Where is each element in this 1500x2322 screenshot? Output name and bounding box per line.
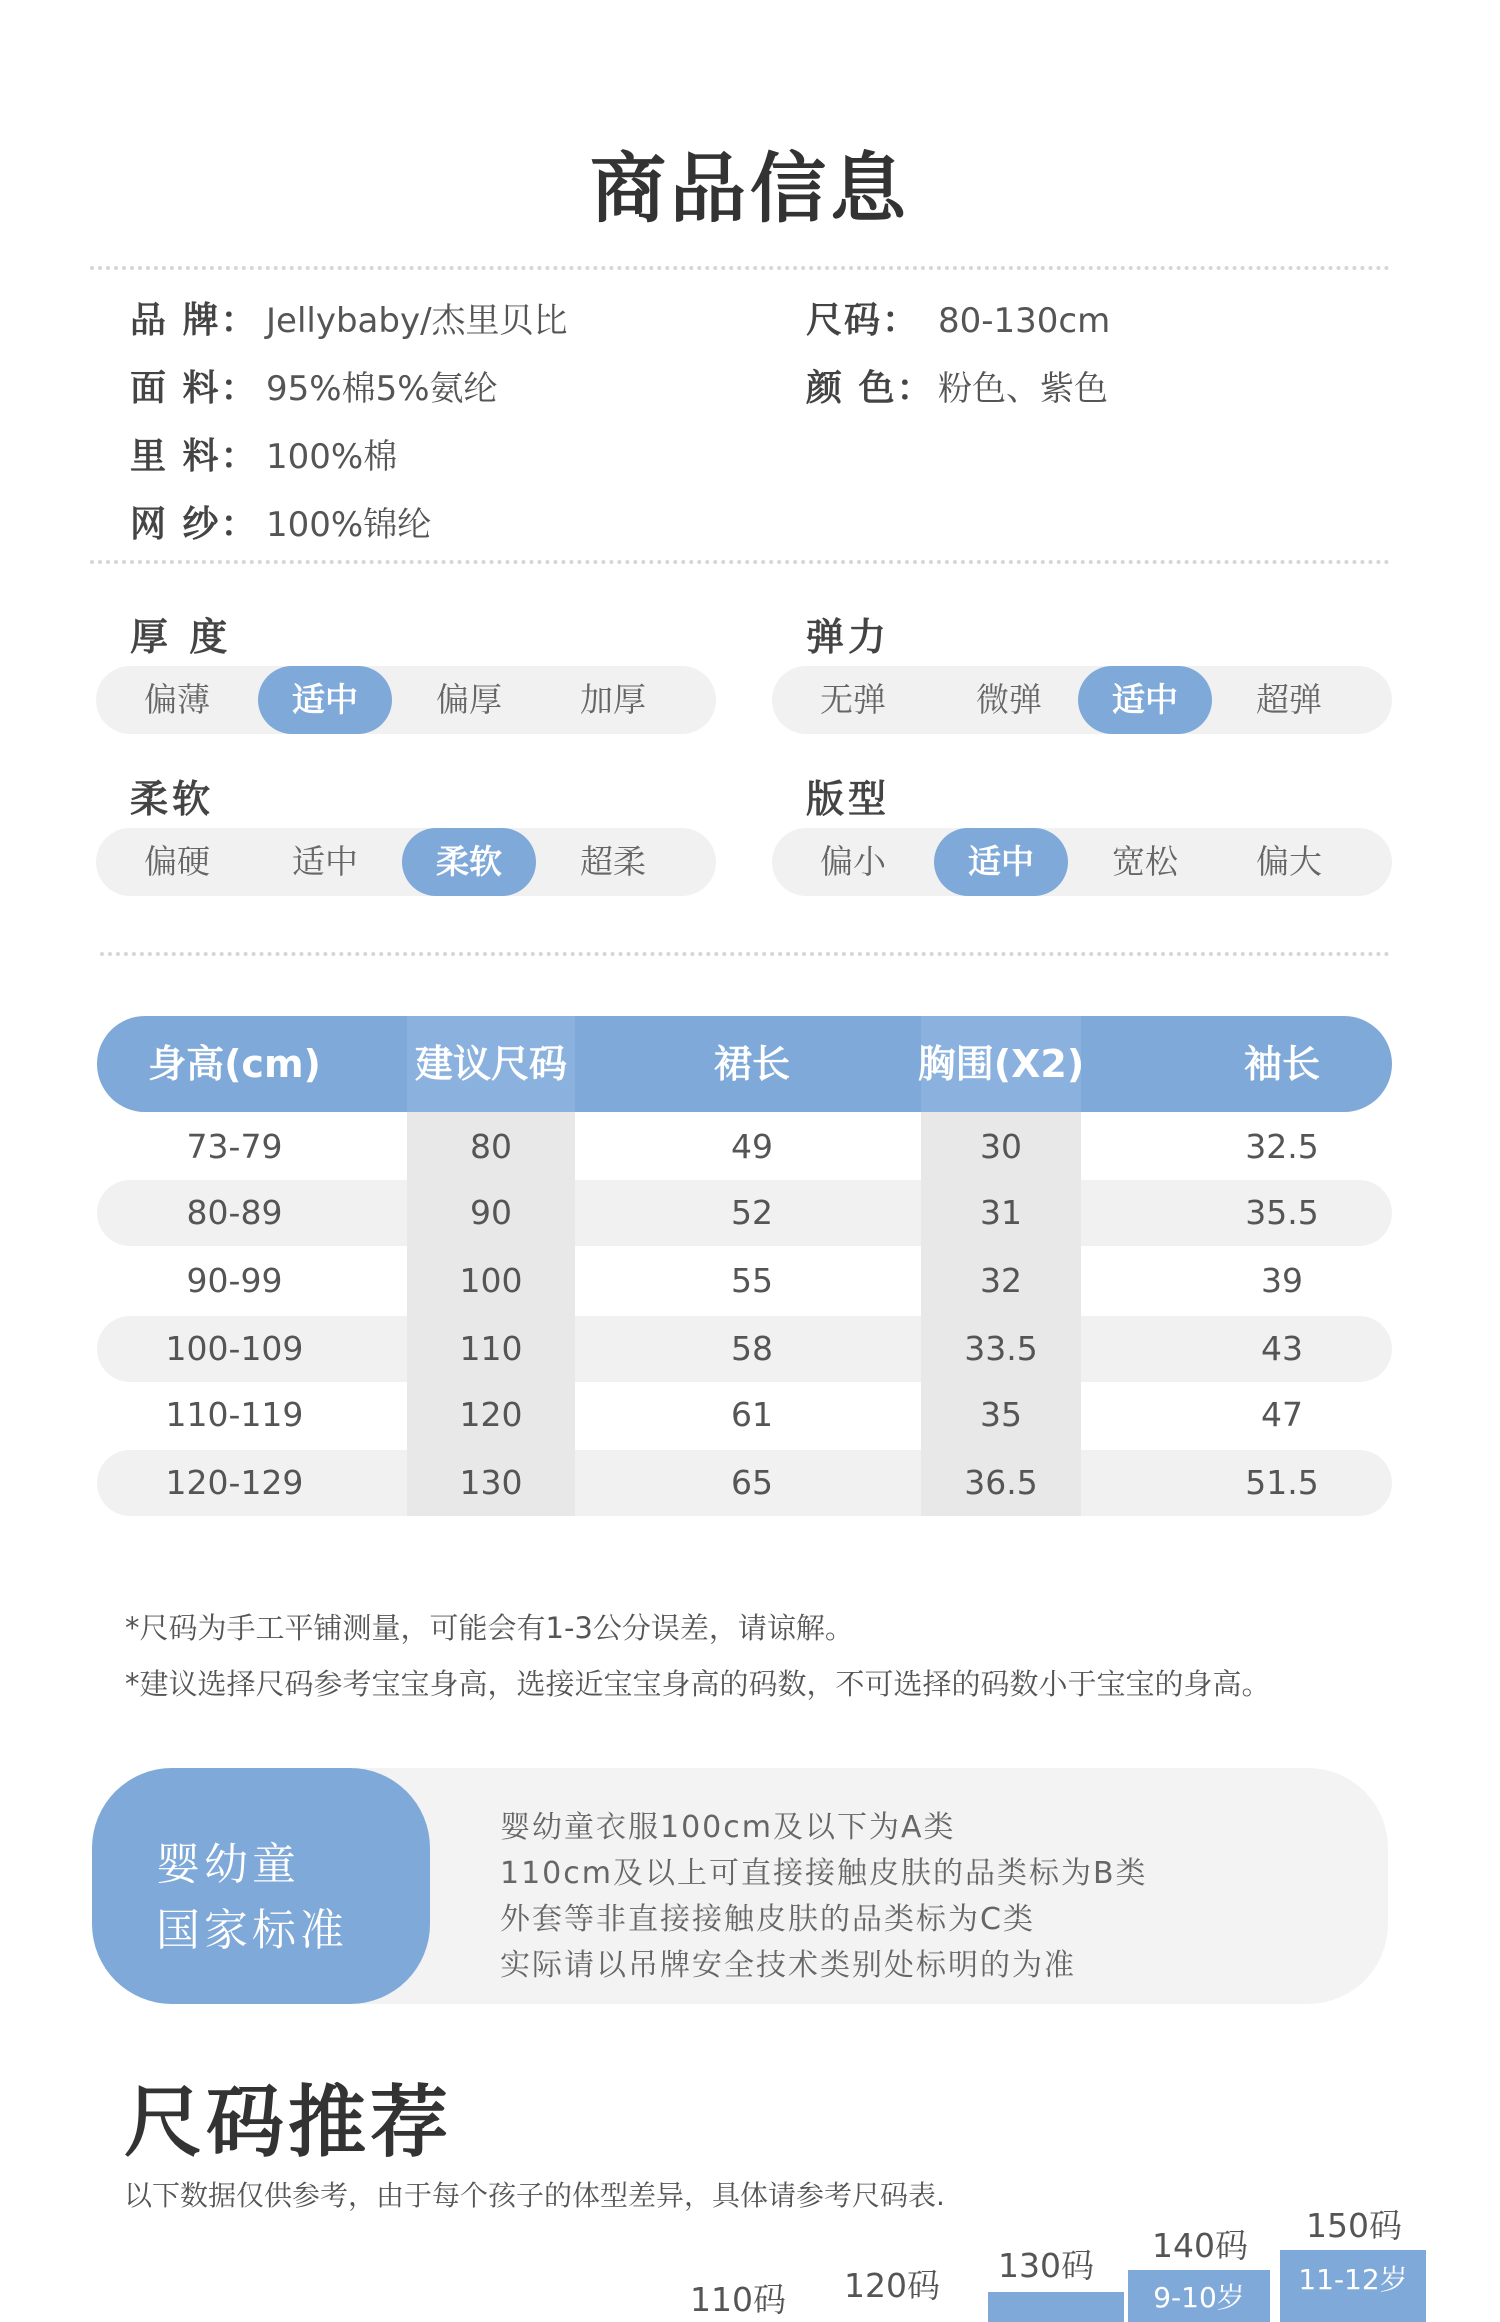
info-value: 95%棉5%氨纶	[266, 369, 498, 409]
standard-badge-line: 国家标准	[156, 1905, 348, 1956]
info-value: 粉色、紫色	[938, 369, 1108, 409]
cell: 35	[980, 1395, 1022, 1434]
info-label: 里 料：	[130, 436, 259, 477]
col-header-sleeve: 袖长	[1243, 1042, 1320, 1086]
attr-scale-elasticity	[772, 666, 1392, 734]
cell: 80	[470, 1127, 512, 1166]
note-measurement: *尺码为手工平铺测量，可能会有1-3公分误差，请谅解。	[125, 1611, 854, 1645]
info-label: 面 料：	[130, 368, 259, 409]
info-value: Jellybaby/杰里贝比	[266, 301, 568, 341]
cell: 55	[731, 1261, 773, 1300]
cell: 47	[1261, 1395, 1303, 1434]
attr-option: 偏大	[1256, 842, 1322, 881]
cell: 39	[1261, 1261, 1303, 1300]
recommend-title: 尺码推荐	[124, 2078, 453, 2168]
attr-option-selected: 适中	[258, 666, 392, 734]
cell: 30	[980, 1127, 1022, 1166]
cell: 31	[980, 1193, 1022, 1232]
attr-option-selected: 适中	[934, 828, 1068, 896]
attr-scale-softness	[96, 828, 716, 896]
cell: 32	[980, 1261, 1022, 1300]
info-label: 尺码：	[806, 300, 921, 341]
cell: 52	[731, 1193, 773, 1232]
size-label: 120码	[844, 2266, 940, 2305]
col-header-size: 建议尺码	[414, 1042, 567, 1086]
attr-option: 加厚	[580, 680, 646, 719]
page-title: 商品信息	[590, 144, 910, 233]
info-color	[806, 360, 1108, 411]
cell: 120-129	[165, 1463, 304, 1502]
standard-line: 婴幼童衣服100cm及以下为A类	[500, 1810, 956, 1845]
info-value: 80-130cm	[938, 301, 1111, 341]
info-label: 品 牌：	[130, 300, 259, 341]
attr-option-selected: 柔软	[402, 828, 536, 896]
cell: 110-119	[165, 1395, 304, 1434]
attr-scale-fit	[772, 828, 1392, 896]
attr-option: 偏厚	[436, 680, 502, 719]
size-bar	[1128, 2270, 1270, 2322]
attr-option: 宽松	[1112, 842, 1178, 881]
info-label: 网 纱：	[130, 504, 259, 545]
standard-line: 实际请以吊牌安全技术类别处标明的为准	[500, 1948, 1076, 1983]
info-value: 100%棉	[266, 437, 398, 477]
attr-option-selected: 适中	[1078, 666, 1212, 734]
standard-badge-line: 婴幼童	[156, 1839, 300, 1890]
cell: 110	[459, 1329, 523, 1368]
size-label: 110码	[690, 2280, 786, 2319]
size-table	[97, 1016, 1392, 1516]
note-size-advice: *建议选择尺码参考宝宝身高，选接近宝宝身高的码数，不可选择的码数小于宝宝的身高。	[125, 1667, 1271, 1701]
age-label: 11-12岁	[1298, 2263, 1408, 2296]
col-header-chest: 胸围(X2)	[917, 1042, 1085, 1086]
attr-option: 超柔	[580, 842, 646, 881]
cell: 100	[459, 1261, 523, 1300]
col-header-height: 身高(cm)	[148, 1042, 321, 1086]
standard-badge	[92, 1768, 430, 2004]
attr-option: 适中	[292, 842, 358, 881]
info-mesh	[130, 496, 431, 547]
standard-line: 外套等非直接接触皮肤的品类标为C类	[500, 1902, 1035, 1937]
attr-option: 微弹	[976, 680, 1042, 719]
standard-line: 110cm及以上可直接接触皮肤的品类标为B类	[500, 1856, 1148, 1891]
recommend-subtitle: 以下数据仅供参考，由于每个孩子的体型差异，具体请参考尺码表.	[124, 2179, 945, 2212]
info-label: 颜 色：	[806, 368, 935, 409]
cell: 43	[1261, 1329, 1303, 1368]
cell: 120	[459, 1395, 523, 1434]
size-bar	[988, 2292, 1124, 2322]
attr-option: 超弹	[1256, 680, 1322, 719]
size-label: 140码	[1152, 2226, 1248, 2265]
standard-block	[92, 1768, 1388, 2004]
cell: 58	[731, 1329, 773, 1368]
size-label: 130码	[998, 2246, 1094, 2285]
attr-option: 偏硬	[144, 842, 210, 881]
cell: 36.5	[964, 1463, 1038, 1502]
info-fabric	[130, 360, 498, 411]
cell: 65	[731, 1463, 773, 1502]
cell: 49	[731, 1127, 773, 1166]
cell: 90-99	[186, 1261, 283, 1300]
age-label: 9-10岁	[1153, 2281, 1245, 2314]
cell: 90	[470, 1193, 512, 1232]
dotted-divider	[90, 266, 1390, 270]
attr-option: 无弹	[820, 680, 886, 719]
attr-title-thickness: 厚 度	[130, 615, 232, 659]
size-label: 150码	[1306, 2206, 1402, 2245]
attr-scale-thickness	[96, 666, 716, 734]
cell: 51.5	[1245, 1463, 1319, 1502]
cell: 100-109	[165, 1329, 304, 1368]
cell: 32.5	[1245, 1127, 1319, 1166]
info-lining	[130, 428, 397, 479]
cell: 73-79	[186, 1127, 283, 1166]
cell: 80-89	[186, 1193, 283, 1232]
info-size	[806, 292, 1110, 343]
dotted-divider	[90, 560, 1390, 564]
info-value: 100%锦纶	[266, 505, 432, 545]
col-header-length: 裙长	[713, 1042, 790, 1086]
cell: 35.5	[1245, 1193, 1319, 1232]
attr-title-softness: 柔软	[130, 777, 215, 821]
cell: 130	[459, 1463, 523, 1502]
cell: 33.5	[964, 1329, 1038, 1368]
dotted-divider	[100, 952, 1390, 956]
attr-title-elasticity: 弹力	[806, 615, 891, 659]
attr-title-fit: 版型	[806, 777, 891, 821]
attr-option: 偏小	[820, 842, 886, 881]
attr-option: 偏薄	[144, 680, 210, 719]
info-brand	[130, 292, 568, 343]
size-bar	[1280, 2250, 1426, 2322]
cell: 61	[731, 1395, 773, 1434]
